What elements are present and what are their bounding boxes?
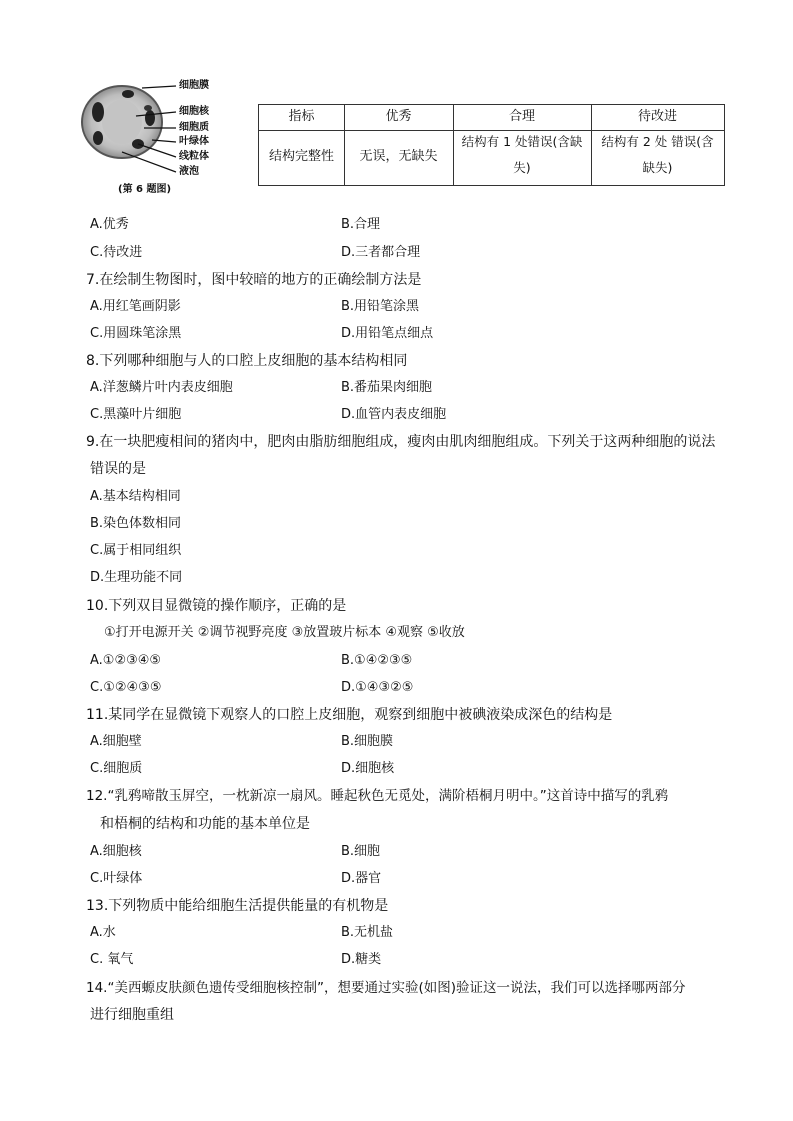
evaluation-table (258, 104, 725, 186)
q7-stem: 7.在绘制生物图时，图中较暗的地方的正确绘制方法是 (86, 272, 422, 288)
q13-option-b[interactable]: B.无机盐 (341, 925, 394, 940)
q9-option-b[interactable]: B.染色体数相同 (90, 516, 182, 531)
q11-option-a[interactable]: A.细胞壁 (90, 734, 142, 749)
q6-option-d[interactable]: D.三者都合理 (341, 245, 421, 260)
cell-improve-line2: 缺失) (642, 160, 673, 175)
label-vacuole: 液泡 (179, 166, 199, 177)
q11-option-c[interactable]: C.细胞质 (90, 761, 143, 776)
q13-option-d[interactable]: D.糖类 (341, 952, 382, 967)
q6-option-a[interactable]: A.优秀 (90, 217, 129, 232)
q10-option-b[interactable]: B.①④②③⑤ (341, 653, 413, 668)
q12-option-d[interactable]: D.器官 (341, 871, 382, 886)
header-indicator: 指标 (288, 109, 315, 124)
q10-stem: 10.下列双目显微镜的操作顺序，正确的是 (86, 598, 347, 614)
q11-option-b[interactable]: B.细胞膜 (341, 734, 394, 749)
q8-option-b[interactable]: B.番茄果肉细胞 (341, 380, 433, 395)
q11-option-d[interactable]: D.细胞核 (341, 761, 395, 776)
q12-option-c[interactable]: C.叶绿体 (90, 871, 143, 886)
label-cytoplasm: 细胞质 (179, 122, 209, 133)
q6-option-b[interactable]: B.合理 (341, 217, 381, 232)
header-excellent: 优秀 (385, 109, 412, 124)
q7-option-d[interactable]: D.用铅笔点细点 (341, 326, 434, 341)
q13-stem: 13.下列物质中能给细胞生活提供能量的有机物是 (86, 898, 389, 914)
q9-option-a[interactable]: A.基本结构相同 (90, 489, 181, 504)
q11-stem: 11.某同学在显微镜下观察人的口腔上皮细胞，观察到细胞中被碘液染成深色的结构是 (86, 707, 613, 723)
q12-stem-line1: 12.“乳鸦啼散玉屏空，一枕新凉一扇风。睡起秋色无觅处，满阶梧桐月明中。”这首诗中描写的乳鸦 (86, 788, 669, 804)
header-reasonable: 合理 (508, 109, 535, 124)
cell-reasonable-line1: 结构有 1 处错误(含缺 (461, 134, 583, 149)
q6-option-c[interactable]: C.待改进 (90, 245, 143, 260)
q13-option-a[interactable]: A.水 (90, 925, 116, 940)
q7-option-a[interactable]: A.用红笔画阴影 (90, 299, 181, 314)
header-improve: 待改进 (637, 109, 677, 124)
cell-indicator: 结构完整性 (268, 149, 334, 164)
figure-caption: (第 6 题图) (118, 184, 172, 195)
q9-stem-line2: 错误的是 (90, 461, 146, 477)
q7-option-c[interactable]: C.用圆珠笔涂黑 (90, 326, 182, 341)
cell-diagram (78, 78, 258, 198)
q12-option-b[interactable]: B.细胞 (341, 844, 381, 859)
cell-improve-line1: 结构有 2 处 错误(含 (601, 134, 714, 149)
q12-stem-line2: 和梧桐的结构和功能的基本单位是 (100, 816, 310, 832)
q9-option-d[interactable]: D.生理功能不同 (90, 570, 183, 585)
cell-excellent: 无误，无缺失 (359, 149, 438, 164)
q14-stem-line2: 进行细胞重组 (90, 1007, 174, 1023)
cell-diagram-image (78, 78, 258, 198)
q8-option-c[interactable]: C.黑藻叶片细胞 (90, 407, 182, 422)
label-nucleus: 细胞核 (179, 106, 209, 117)
q10-option-c[interactable]: C.①②④③⑤ (90, 680, 162, 695)
cell-reasonable-line2: 失) (513, 160, 531, 175)
q10-option-a[interactable]: A.①②③④⑤ (90, 653, 162, 668)
q10-steps: ①打开电源开关 ②调节视野亮度 ③放置玻片标本 ④观察 ⑤收放 (104, 625, 465, 640)
q8-option-a[interactable]: A.洋葱鳞片叶内表皮细胞 (90, 380, 233, 395)
q9-option-c[interactable]: C.属于相同组织 (90, 543, 182, 558)
q10-option-d[interactable]: D.①④③②⑤ (341, 680, 414, 695)
q14-stem-line1: 14.“美西螈皮肤颜色遗传受细胞核控制”，想要通过实验(如图)验证这一说法，我们可以选择哪两部分 (86, 980, 686, 996)
q9-stem-line1: 9.在一块肥瘦相间的猪肉中，肥肉由脂肪细胞组成，瘦肉由肌肉细胞组成。下列关于这两种细胞的说法 (86, 434, 716, 450)
q7-option-b[interactable]: B.用铅笔涂黑 (341, 299, 420, 314)
label-mitochondria: 线粒体 (179, 151, 209, 162)
q8-option-d[interactable]: D.血管内表皮细胞 (341, 407, 447, 422)
q8-stem: 8.下列哪种细胞与人的口腔上皮细胞的基本结构相同 (86, 353, 408, 369)
label-cell-membrane: 细胞膜 (179, 80, 209, 91)
label-chloroplast: 叶绿体 (179, 136, 209, 147)
q13-option-c[interactable]: C. 氧气 (90, 952, 134, 967)
q12-option-a[interactable]: A.细胞核 (90, 844, 142, 859)
